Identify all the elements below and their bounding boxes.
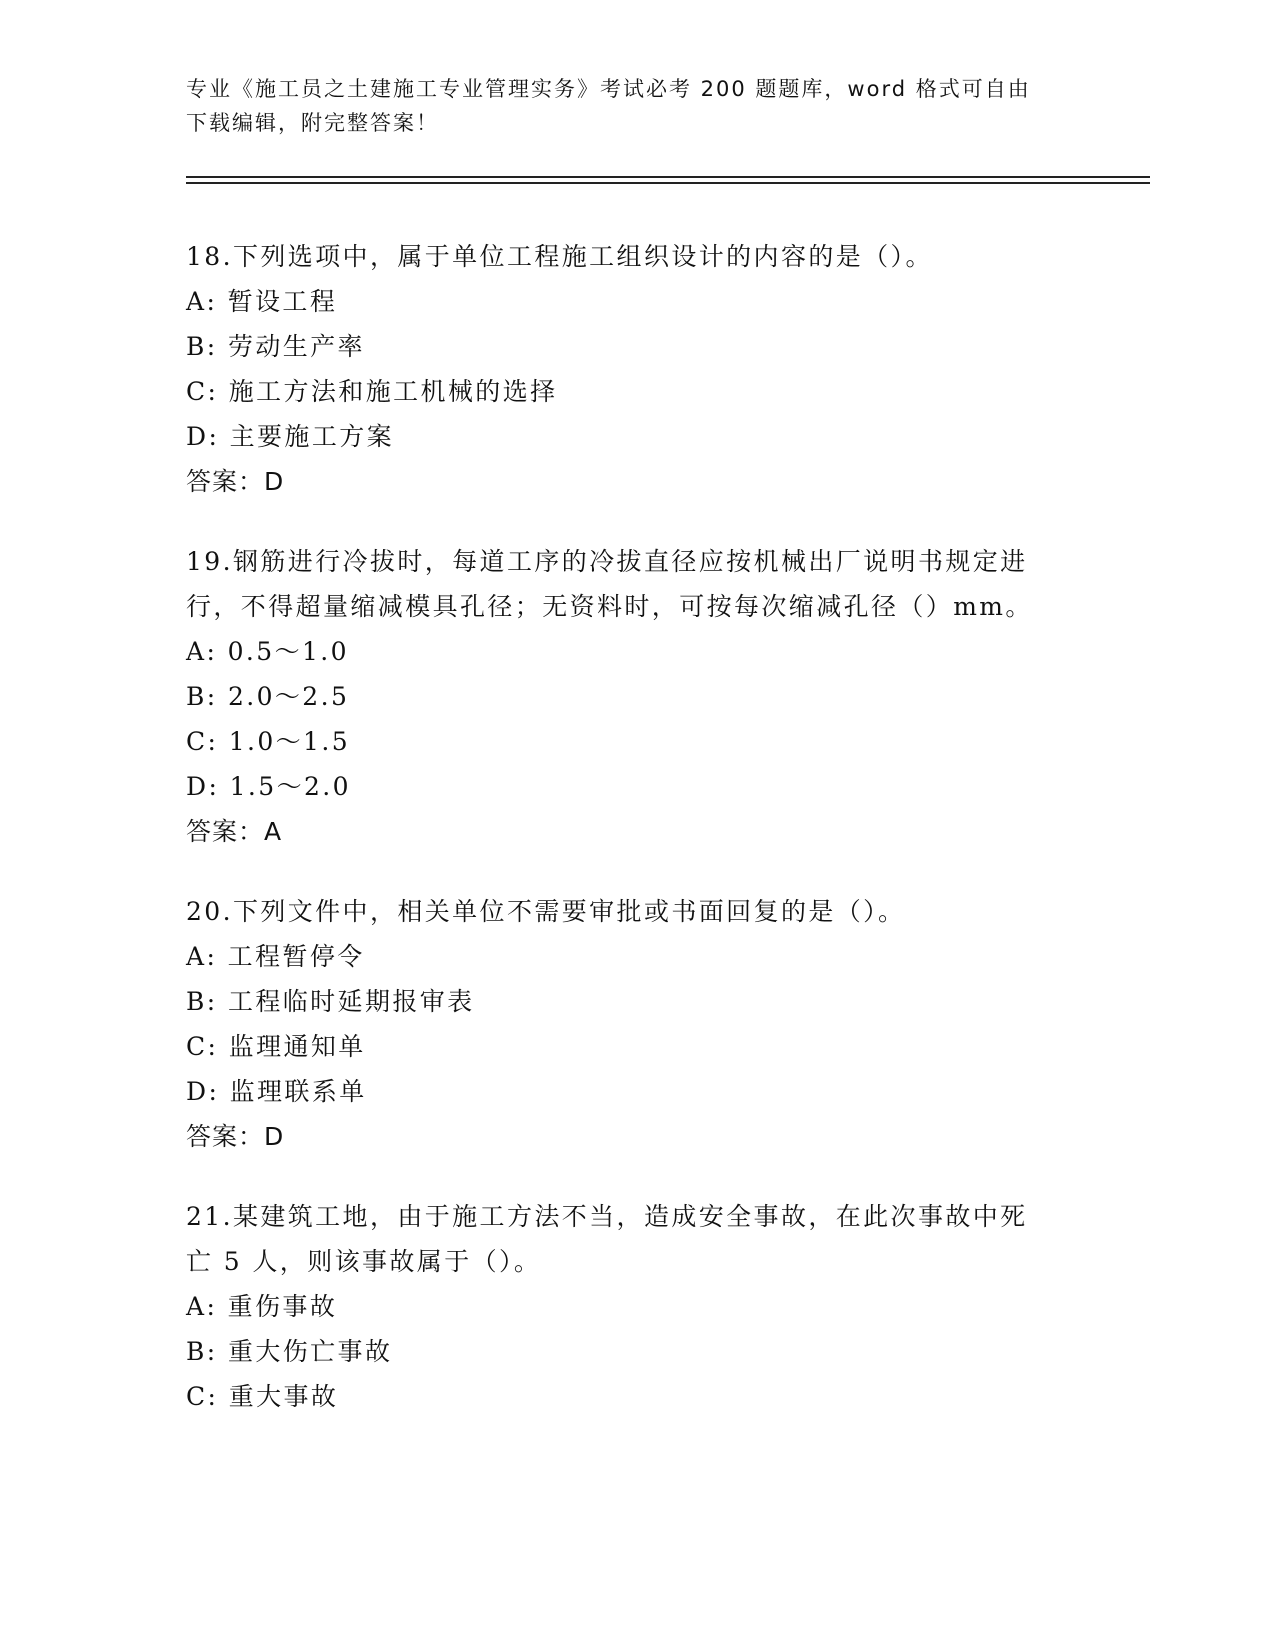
question-stem-continued: 行，不得超量缩减模具孔径；无资料时，可按每次缩减孔径（）mm。 bbox=[186, 592, 1033, 621]
question-stem: 18.下列选项中，属于单位工程施工组织设计的内容的是（）。 bbox=[186, 242, 933, 271]
answer: 答案：D bbox=[186, 1122, 285, 1151]
header-divider-bottom bbox=[186, 182, 1150, 184]
question-stem: 20.下列文件中，相关单位不需要审批或书面回复的是（）。 bbox=[186, 897, 906, 926]
option-c: C: 1.0～1.5 bbox=[186, 727, 351, 756]
question-stem-continued: 亡 5 人，则该事故属于（）。 bbox=[186, 1247, 542, 1276]
header-title-line-1: 专业《施工员之土建施工专业管理实务》考试必考 200 题题库，word 格式可自由 bbox=[186, 77, 1031, 101]
option-d: D: 监理联系单 bbox=[186, 1077, 367, 1106]
question-20 bbox=[186, 889, 1086, 1159]
question-stem: 21.某建筑工地，由于施工方法不当，造成安全事故，在此次事故中死 bbox=[186, 1202, 1028, 1231]
option-c: C: 施工方法和施工机械的选择 bbox=[186, 377, 558, 406]
answer: 答案：D bbox=[186, 467, 285, 496]
option-d: D: 主要施工方案 bbox=[186, 422, 395, 451]
question-19 bbox=[186, 539, 1086, 854]
question-21 bbox=[186, 1194, 1086, 1419]
option-c: C: 监理通知单 bbox=[186, 1032, 366, 1061]
option-b: B: 工程临时延期报审表 bbox=[186, 987, 475, 1016]
answer: 答案：A bbox=[186, 817, 283, 846]
option-b: B: 重大伤亡事故 bbox=[186, 1337, 393, 1366]
option-b: B: 劳动生产率 bbox=[186, 332, 365, 361]
option-b: B: 2.0～2.5 bbox=[186, 682, 350, 711]
option-c: C: 重大事故 bbox=[186, 1382, 339, 1411]
header-divider-top bbox=[186, 176, 1150, 178]
header-title-line-2: 下载编辑，附完整答案！ bbox=[186, 111, 439, 135]
option-a: A: 0.5～1.0 bbox=[186, 637, 349, 666]
option-d: D: 1.5～2.0 bbox=[186, 772, 351, 801]
page-header bbox=[186, 72, 1086, 140]
question-list bbox=[186, 234, 1086, 1454]
option-a: A: 工程暂停令 bbox=[186, 942, 365, 971]
question-18 bbox=[186, 234, 1086, 504]
question-stem: 19.钢筋进行冷拔时，每道工序的冷拔直径应按机械出厂说明书规定进 bbox=[186, 547, 1028, 576]
option-a: A: 暂设工程 bbox=[186, 287, 338, 316]
option-a: A: 重伤事故 bbox=[186, 1292, 338, 1321]
